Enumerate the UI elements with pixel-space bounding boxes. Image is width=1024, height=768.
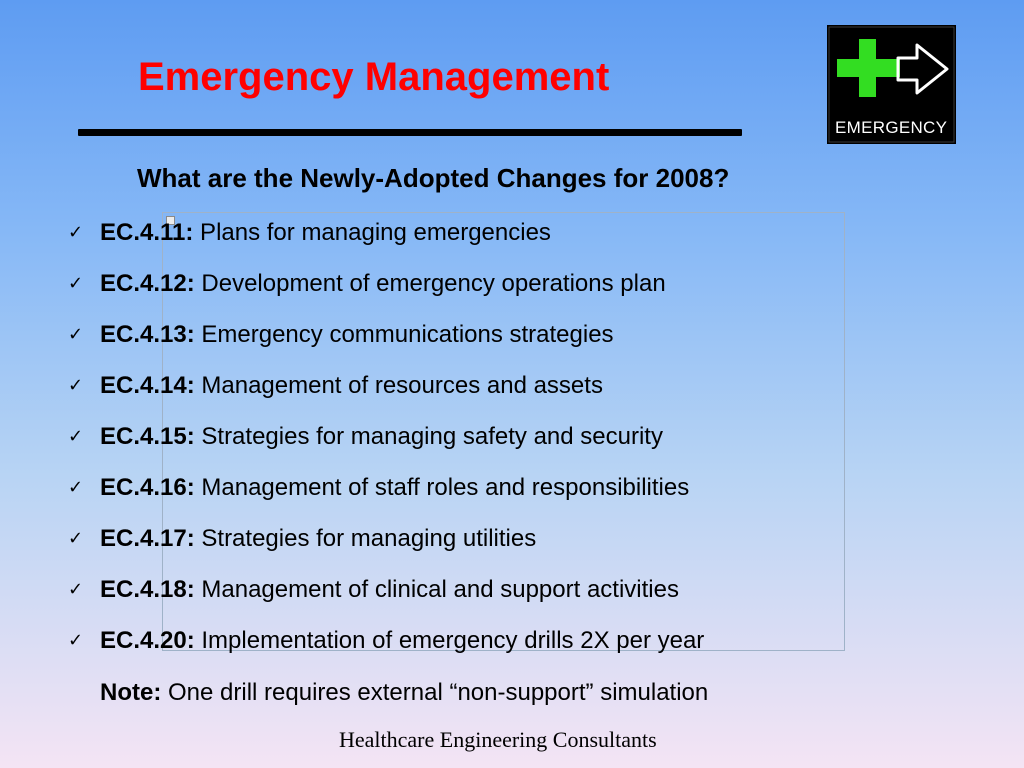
standard-description: Emergency communications strategies xyxy=(194,321,614,348)
checkmark-icon: ✓ xyxy=(68,528,84,549)
list-item xyxy=(68,523,536,555)
standard-description: Strategies for managing utilities xyxy=(194,525,537,552)
emergency-logo xyxy=(827,25,956,144)
list-item xyxy=(68,625,704,657)
checkmark-icon: ✓ xyxy=(68,375,84,396)
list-item xyxy=(68,217,551,249)
standard-description: Implementation of emergency drills 2X per year xyxy=(194,627,705,654)
footer-text: Healthcare Engineering Consultants xyxy=(339,727,657,752)
slide-subtitle: What are the Newly-Adopted Changes for 2008? xyxy=(137,163,730,193)
standard-description: Strategies for managing safety and security xyxy=(194,423,663,450)
standard-code: EC.4.17: xyxy=(100,525,195,552)
checkmark-icon: ✓ xyxy=(68,579,84,600)
standard-description: Development of emergency operations plan xyxy=(194,270,666,297)
list-item xyxy=(68,319,614,351)
standard-code: EC.4.15: xyxy=(100,423,195,450)
list-item xyxy=(68,370,603,402)
list-item xyxy=(68,574,679,606)
standard-code: EC.4.11: xyxy=(100,219,194,246)
checkmark-icon: ✓ xyxy=(68,477,84,498)
list-item xyxy=(68,421,663,453)
standard-description: Management of clinical and support activities xyxy=(194,576,679,603)
note-text: One drill requires external “non-support” simulation xyxy=(161,679,709,706)
standard-code: EC.4.13: xyxy=(100,321,195,348)
standard-description: Plans for managing emergencies xyxy=(193,219,551,246)
title-underline xyxy=(78,129,742,136)
standard-code: EC.4.20: xyxy=(100,627,195,654)
logo-caption: EMERGENCY xyxy=(835,118,948,137)
checkmark-icon: ✓ xyxy=(68,426,84,447)
note-label: Note: xyxy=(100,679,162,706)
list-item xyxy=(68,472,689,504)
slide-title: Emergency Management xyxy=(138,55,610,99)
list-item xyxy=(68,268,666,300)
checkmark-icon: ✓ xyxy=(68,324,84,345)
standard-code: EC.4.14: xyxy=(100,372,195,399)
checkmark-icon: ✓ xyxy=(68,273,84,294)
standard-code: EC.4.18: xyxy=(100,576,195,603)
checkmark-icon: ✓ xyxy=(68,222,84,243)
checkmark-icon: ✓ xyxy=(68,630,84,651)
standard-description: Management of resources and assets xyxy=(194,372,603,399)
note-line xyxy=(100,677,708,709)
standard-code: EC.4.12: xyxy=(100,270,195,297)
standard-description: Management of staff roles and responsibilities xyxy=(194,474,690,501)
standard-code: EC.4.16: xyxy=(100,474,195,501)
